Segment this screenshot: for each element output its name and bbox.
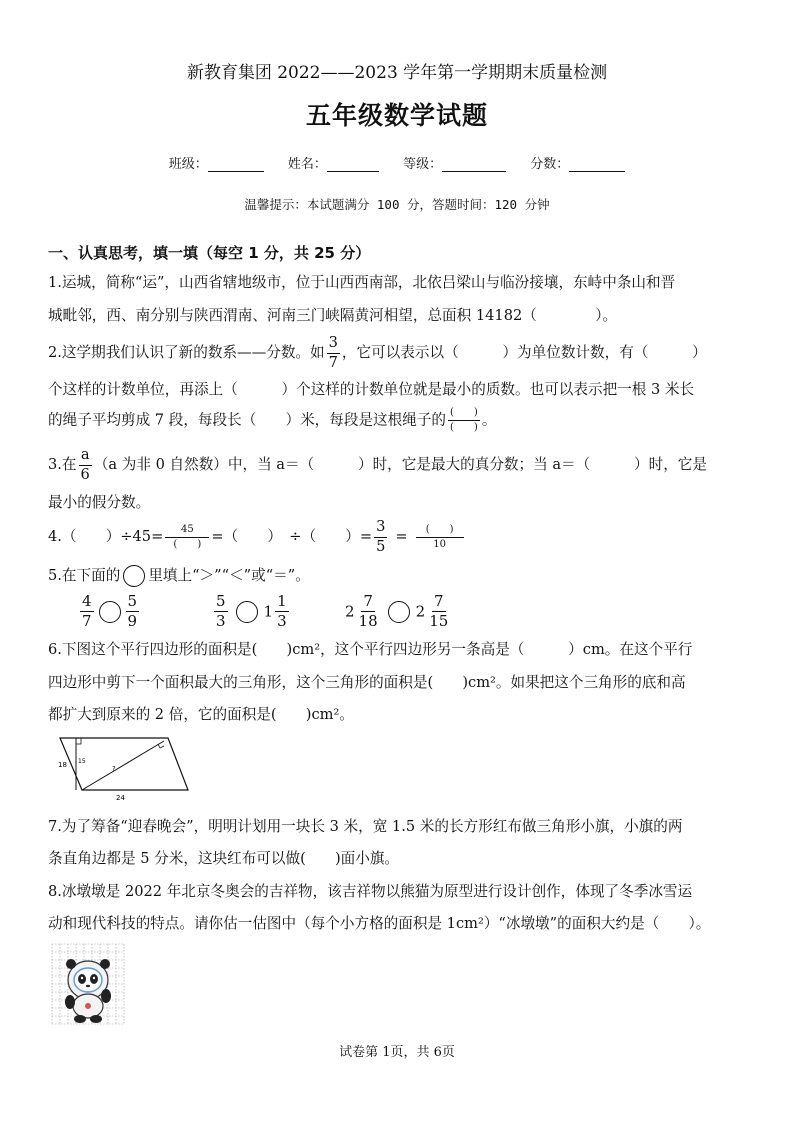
q5-c2-left (214, 594, 228, 629)
compare-circle-2[interactable] (236, 601, 258, 623)
bing-dwen-dwen-grid-figure (50, 942, 126, 1026)
q4-text-c: = (395, 528, 408, 546)
q8-line-2: 动和现代科技的特点。请你估一估图中（每个小方格的面积是 1cm²）“冰墩墩”的面积大约是（ ）。 (48, 915, 711, 932)
q4-f2-den: 5 (376, 537, 386, 555)
q4-fraction-3 (416, 525, 464, 550)
q5-compare-1 (78, 594, 141, 629)
name-blank[interactable] (327, 157, 379, 172)
q5-compare-3 (345, 594, 452, 629)
grade-field[interactable] (403, 153, 506, 172)
q5-c3-left-num: 7 (363, 592, 373, 610)
q4-f1-den[interactable]: ( ) (173, 538, 202, 550)
circle-icon (123, 565, 145, 587)
q2-fraction (327, 336, 340, 370)
q3-text-b: （a 为非 0 自然数）中，当 a＝（ ）时，它是最大的真分数；当 a＝（ ）时，它是 (93, 456, 707, 474)
q4-text-b: =（ ） ÷（ ）= (211, 528, 373, 546)
q6-line-2: 四边形中剪下一个面积最大的三角形，这个三角形的面积是( )cm²。如果把这个三角形的底和高 (48, 674, 686, 691)
q7-line-2: 条直角边都是 5 分米，这块红布可以做( )面小旗。 (48, 850, 400, 867)
q5-c3-left-whole: 2 (345, 602, 355, 621)
height-15-label: 15 (78, 758, 86, 765)
q4-text-a: 4.（ ）÷45= (48, 528, 164, 546)
q5-c1-right (126, 594, 140, 629)
exam-tip: 温馨提示：本试题满分 100 分，答题时间：120 分钟 (244, 197, 550, 212)
q5-c2-right-whole: 1 (263, 602, 274, 621)
side-18-label: 18 (58, 761, 67, 769)
exam-subtitle: 新教育集团 2022——2023 学年第一学期期末质量检测 (186, 63, 608, 83)
compare-circle-1[interactable] (99, 601, 121, 623)
q5-c3-left-den: 18 (358, 612, 378, 630)
q2-text-a: 2.这学期我们认识了新的数系——分数。如 (48, 344, 325, 362)
q5-compare-2 (212, 594, 291, 629)
grade-label: 等级： (403, 157, 443, 172)
section-heading: 一、认真思考，填一填（每空 1 分，共 25 分） (48, 244, 371, 262)
q3-line-1 (48, 448, 707, 482)
unknown-height-line (82, 741, 164, 790)
student-info-fields (0, 153, 794, 172)
q2-blank-den[interactable]: ( ) (450, 422, 478, 433)
q3-line-2: 最小的假分数。 (48, 494, 151, 511)
q6-line-1: 6.下图这个平行四边形的面积是( )cm²，这个平行四边形另一条高是（ ）cm。在这个平行 (48, 641, 693, 658)
q5-c2-left-den: 3 (216, 612, 226, 630)
q5-c2-right-den: 3 (277, 612, 287, 630)
q2-text-d: 。 (481, 411, 497, 429)
score-field[interactable] (530, 153, 625, 172)
class-label: 班级： (168, 157, 208, 172)
compare-circle-3[interactable] (388, 601, 410, 623)
unknown-label: ? (112, 765, 116, 773)
q5-c2-left-num: 5 (216, 592, 226, 610)
score-blank[interactable] (569, 157, 625, 172)
q5-c3-right-num: 7 (433, 592, 444, 610)
q4-f2-num: 3 (374, 520, 387, 538)
q5-c2-right-num: 1 (277, 592, 287, 610)
q4-f1-num: 45 (165, 525, 209, 538)
name-field[interactable] (288, 153, 379, 172)
q3-frac-num: a (79, 448, 92, 466)
grade-blank[interactable] (442, 157, 506, 172)
q3-fraction (79, 448, 92, 482)
class-blank[interactable] (208, 157, 264, 172)
q4-fraction-2 (374, 520, 387, 554)
class-field[interactable] (169, 153, 264, 172)
q2-line-3 (48, 408, 496, 433)
q2-frac-num: 3 (327, 336, 340, 354)
q5-c1-right-den: 9 (127, 612, 138, 630)
q5-text-a: 5.在下面的 (48, 567, 121, 584)
q4-fraction-1 (165, 525, 209, 550)
q5-c3-right (427, 594, 450, 629)
q6-line-3: 都扩大到原来的 2 倍，它的面积是( )cm²。 (48, 706, 354, 723)
q2-line-2: 个这样的计数单位，再添上（ ）个这样的计数单位就是最小的质数。也可以表示把一根 3 米长 (48, 381, 695, 398)
q8-line-1: 8.冰墩墩是 2022 年北京冬奥会的吉祥物，该吉祥物以熊猫为原型进行设计创作，体现了冬季冰雪运 (48, 883, 693, 900)
q3-text-a: 3.在 (48, 456, 77, 474)
parallelogram-figure (54, 733, 194, 803)
exam-title: 五年级数学试题 (305, 101, 488, 130)
q5-line (48, 564, 310, 587)
q4-f3-num[interactable]: ( ) (416, 525, 464, 538)
q4-line (48, 520, 466, 554)
q2-line-1 (48, 336, 707, 370)
q2-text-b: ，它可以表示以（ ）为单位数计数，有（ ） (341, 344, 707, 362)
right-angle-mark-1 (76, 738, 81, 744)
q2-frac-den: 7 (328, 353, 338, 371)
q5-c1-left (80, 594, 94, 629)
q5-c3-left (357, 594, 380, 629)
q5-c2-right (275, 594, 289, 629)
q2-blank-num[interactable]: ( ) (448, 408, 480, 421)
q5-c1-left-den: 7 (82, 612, 92, 630)
q3-frac-den: 6 (80, 465, 90, 483)
q5-c1-right-num: 5 (127, 592, 138, 610)
panda-mascot-icon (65, 959, 111, 1023)
q5-c1-left-num: 4 (82, 592, 92, 610)
q5-c3-right-den: 15 (429, 612, 449, 630)
q1-line-2: 城毗邻，西、南分别与陕西渭南、河南三门峡隔黄河相望，总面积 14182（ ）。 (48, 307, 618, 324)
q5-text-b: 里填上“＞”“＜”或“＝”。 (148, 567, 310, 584)
q7-line-1: 7.为了筹备“迎春晚会”，明明计划用一块长 3 米，宽 1.5 米的长方形红布做三角形小旗，小旗的两 (48, 818, 683, 835)
page-footer: 试卷第 1页，共 6页 (339, 1045, 455, 1060)
q2-blank-fraction (448, 408, 480, 433)
q5-c3-right-whole: 2 (415, 602, 426, 621)
q2-text-c: 的绳子平均剪成 7 段，每段长（ ）米，每段是这根绳子的 (48, 411, 447, 429)
name-label: 姓名： (287, 157, 327, 172)
q4-f3-den: 10 (433, 538, 446, 550)
score-label: 分数： (530, 157, 570, 172)
q1-line-1: 1.运城，简称“运”，山西省辖地级市，位于山西西南部，北依吕梁山与临汾接壤，东峙中条山和晋 (48, 274, 676, 291)
base-24-label: 24 (116, 794, 125, 802)
